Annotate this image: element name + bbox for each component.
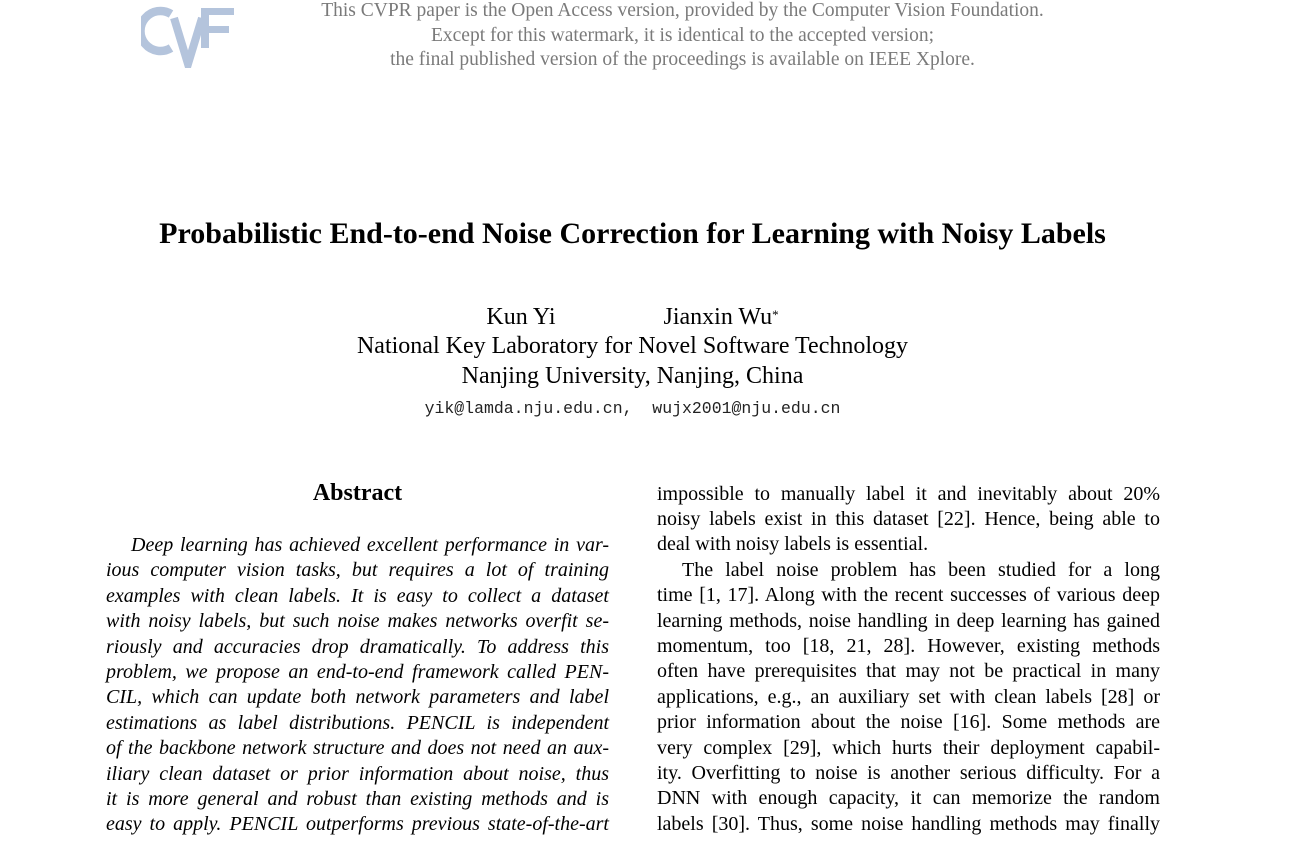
body-line: learning methods, noise handling in deep learning has gained [657, 609, 1160, 632]
watermark-line-2: Except for this watermark, it is identical to the accepted version; [430, 24, 935, 46]
abstract-line: estimations as label distributions. PENCIL is independent [106, 711, 609, 734]
abstract-line: ious computer vision tasks, but requires a lot of training [106, 559, 609, 582]
body-line: prior information about the noise [16]. Some methods are [657, 711, 1160, 734]
body-line: labels [30]. Thus, some noise handling methods may finally [657, 812, 1160, 835]
body-line: noisy labels exist in this dataset [22]. Hence, being able to [657, 507, 1160, 530]
author-emails: yik@lamda.nju.edu.cn, wujx2001@nju.edu.cn [424, 399, 841, 418]
abstract-line: easy to apply. PENCIL outperforms previous state-of-the-art [106, 813, 609, 836]
abstract-line: iliary clean dataset or prior information about noise, thus [106, 762, 609, 785]
author-list [0, 302, 1265, 332]
body-line: applications, e.g., an auxiliary set with clean labels [28] or [657, 685, 1160, 708]
body-line: The label noise problem has been studied for a long [682, 558, 1160, 581]
abstract-line: Deep learning has achieved excellent performance in var- [131, 534, 609, 556]
corresponding-author-mark: * [772, 307, 779, 322]
body-line: time [1, 17]. Along with the recent successes of various deep [657, 584, 1160, 607]
affiliation-line: National Key Laboratory for Novel Software Technology [356, 333, 909, 359]
abstract-line: it is more general and robust than existing methods and is [106, 788, 609, 810]
body-line: often have prerequisites that may not be practical in many [657, 660, 1160, 683]
body-line: momentum, too [18, 21, 28]. However, existing methods [657, 634, 1160, 657]
abstract-line: problem, we propose an end-to-end framework called PEN- [106, 661, 609, 683]
watermark-line-1: This CVPR paper is the Open Access version, provided by the Computer Vision Foundation. [321, 0, 1044, 21]
body-line: very complex [29], which hurts their deployment capabil- [657, 736, 1160, 759]
abstract-line: riously and accuracies drop dramatically. To address this [106, 635, 609, 658]
body-line: DNN with enough capacity, it can memorize the random [657, 787, 1160, 810]
paper-title: Probabilistic End-to-end Noise Correction for Learning with Noisy Labels [159, 217, 1106, 250]
body-line: impossible to manually label it and inevitably about 20% [657, 482, 1160, 505]
author-name: Kun Yi [486, 304, 556, 330]
watermark-line-3: the final published version of the proceedings is available on IEEE Xplore. [390, 49, 975, 70]
body-line: deal with noisy labels is essential. [657, 533, 929, 556]
abstract-line: examples with clean labels. It is easy to collect a dataset [106, 584, 609, 607]
abstract-line: with noisy labels, but such noise makes networks overfit se- [106, 610, 609, 633]
abstract-heading: Abstract [312, 480, 403, 506]
abstract-line: of the backbone network structure and does not need an aux- [106, 737, 609, 760]
author-name: Jianxin Wu [663, 304, 773, 330]
cvf-logo-icon [141, 6, 235, 68]
affiliation-line: Nanjing University, Nanjing, China [461, 363, 804, 389]
body-line: ity. Overfitting to noise is another serious difficulty. For a [657, 761, 1160, 784]
abstract-line: CIL, which can update both network parameters and label [106, 686, 609, 709]
